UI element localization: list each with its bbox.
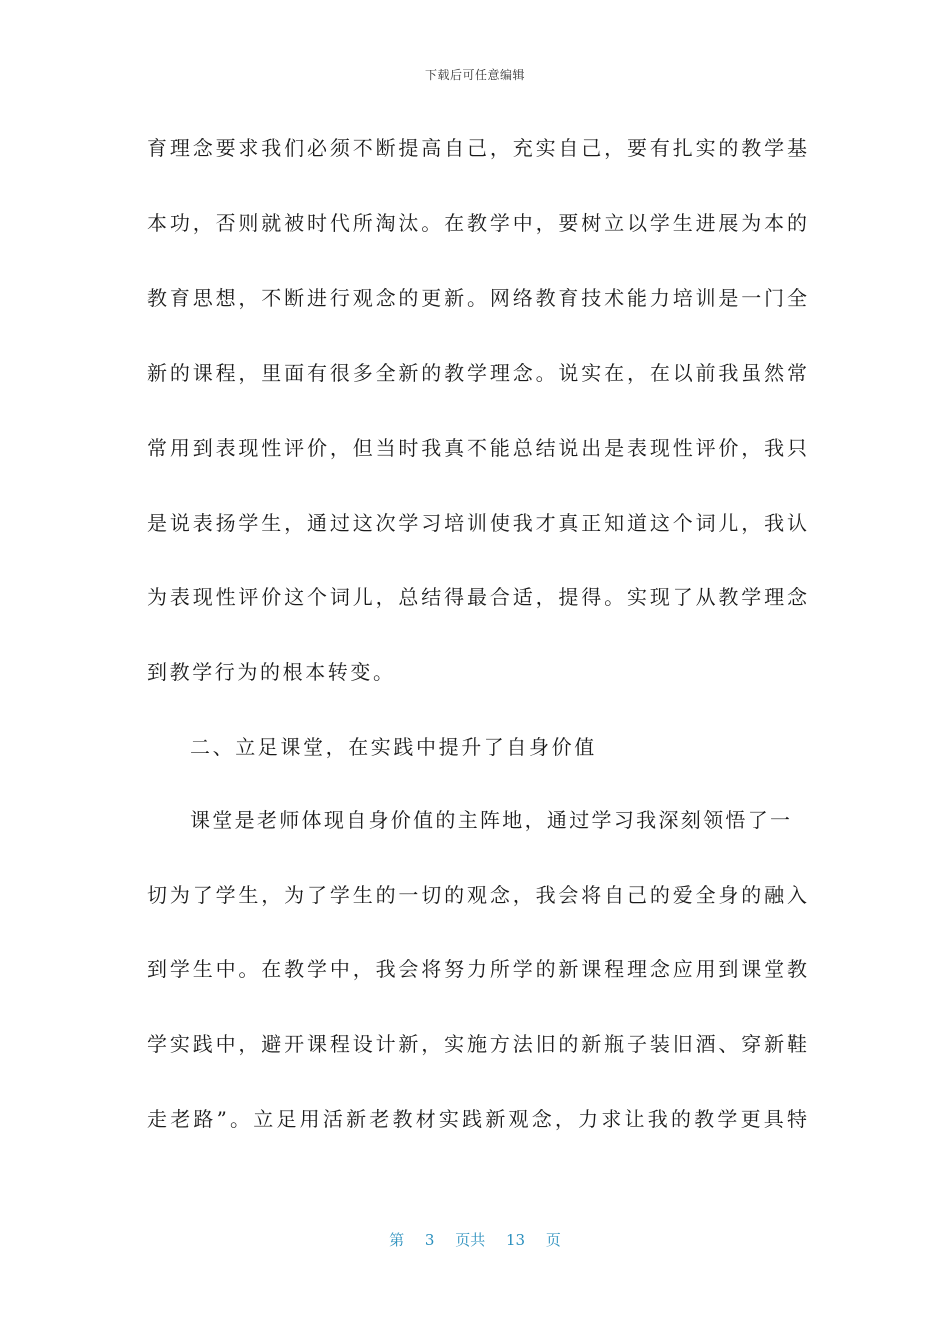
body-line: 到教学行为的根本转变。 — [147, 660, 396, 684]
page-label-mid: 页共 — [455, 1231, 486, 1249]
page-footer — [0, 1229, 950, 1250]
page-label-prefix: 第 — [389, 1231, 405, 1249]
paragraph-first-line: 课堂是老师体现自身价值的主阵地，通过学习我深刻领悟了一 — [190, 808, 790, 832]
body-line: 走老路”。立足用活新老教材实践新观念，力求让我的教学更具特 — [147, 1107, 807, 1131]
body-line: 到学生中。在教学中，我会将努力所学的新课程理念应用到课堂教 — [147, 957, 807, 981]
body-line: 为表现性评价这个词儿，总结得最合适，提得。实现了从教学理念 — [147, 585, 807, 609]
section-heading: 二、立足课堂，在实践中提升了自身价值 — [190, 735, 597, 759]
body-line: 教育思想，不断进行观念的更新。网络教育技术能力培训是一门全 — [147, 286, 807, 310]
body-line: 是说表扬学生，通过这次学习培训使我才真正知道这个词儿，我认 — [147, 511, 807, 535]
page-label-suffix: 页 — [545, 1231, 561, 1249]
body-line: 本功，否则就被时代所淘汰。在教学中，要树立以学生进展为本的 — [147, 211, 807, 235]
body-line: 切为了学生，为了学生的一切的观念，我会将自己的爱全身的融入 — [147, 883, 807, 907]
current-page-number: 3 — [424, 1231, 435, 1249]
body-line: 育理念要求我们必须不断提高自己，充实自己，要有扎实的教学基 — [147, 136, 807, 160]
body-line: 学实践中，避开课程设计新，实施方法旧的新瓶子装旧酒、穿新鞋 — [147, 1032, 807, 1056]
body-line: 常用到表现性评价，但当时我真不能总结说出是表现性评价，我只 — [147, 436, 807, 460]
total-pages-number: 13 — [506, 1231, 526, 1249]
page-header: 下载后可任意编辑 — [424, 68, 525, 82]
body-line: 新的课程，里面有很多全新的教学理念。说实在，在以前我虽然常 — [147, 361, 807, 385]
